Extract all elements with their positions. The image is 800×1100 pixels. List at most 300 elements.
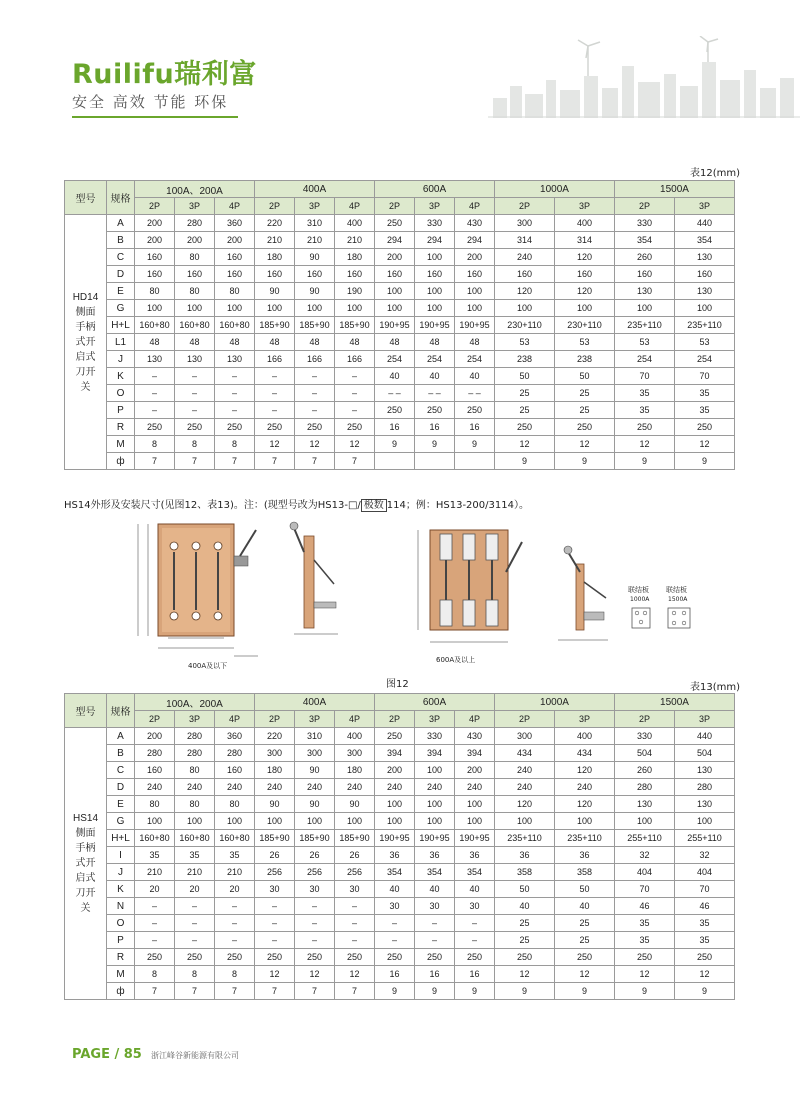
value-cell: 430 xyxy=(455,728,495,745)
value-cell: 40 xyxy=(455,368,495,385)
value-cell: 180 xyxy=(255,762,295,779)
value-cell: 7 xyxy=(335,983,375,1000)
value-cell: 120 xyxy=(495,283,555,300)
value-cell: 430 xyxy=(455,215,495,232)
value-cell: 200 xyxy=(455,762,495,779)
value-cell: 160 xyxy=(375,266,415,283)
value-cell: 160 xyxy=(215,249,255,266)
dimension-label: G xyxy=(107,813,135,830)
value-cell: 310 xyxy=(295,215,335,232)
value-cell: 48 xyxy=(295,334,335,351)
value-cell: 53 xyxy=(495,334,555,351)
value-cell: 70 xyxy=(675,368,735,385)
value-cell: 190 xyxy=(335,283,375,300)
value-cell: 185+90 xyxy=(255,830,295,847)
value-cell: 404 xyxy=(675,864,735,881)
value-cell: 80 xyxy=(135,283,175,300)
value-cell: 40 xyxy=(375,368,415,385)
value-cell: 255+110 xyxy=(615,830,675,847)
value-cell: – xyxy=(175,385,215,402)
value-cell: – xyxy=(255,385,295,402)
pole-header: 4P xyxy=(215,198,255,215)
value-cell: 254 xyxy=(455,351,495,368)
value-cell: 9 xyxy=(455,983,495,1000)
dimension-label: R xyxy=(107,949,135,966)
value-cell: 12 xyxy=(335,966,375,983)
value-cell: 8 xyxy=(175,436,215,453)
value-cell: 25 xyxy=(495,932,555,949)
value-cell: 36 xyxy=(455,847,495,864)
value-cell: – xyxy=(135,915,175,932)
value-cell xyxy=(455,453,495,470)
value-cell: 48 xyxy=(375,334,415,351)
value-cell: 9 xyxy=(675,983,735,1000)
value-cell: 394 xyxy=(455,745,495,762)
value-cell: 30 xyxy=(375,898,415,915)
value-cell: 160+80 xyxy=(215,317,255,334)
value-cell: 250 xyxy=(555,949,615,966)
value-cell: 80 xyxy=(175,796,215,813)
value-cell: 35 xyxy=(615,915,675,932)
value-cell: 200 xyxy=(455,249,495,266)
dimension-label: E xyxy=(107,796,135,813)
value-cell: 166 xyxy=(255,351,295,368)
value-cell: 250 xyxy=(375,215,415,232)
value-cell: – – xyxy=(375,385,415,402)
value-cell: 35 xyxy=(135,847,175,864)
value-cell: 20 xyxy=(135,881,175,898)
value-cell: 160+80 xyxy=(175,317,215,334)
value-cell: 8 xyxy=(175,966,215,983)
value-cell: 360 xyxy=(215,728,255,745)
value-cell: 120 xyxy=(495,796,555,813)
note-suffix: 114；例：HS13-200/3114）。 xyxy=(386,500,529,511)
value-cell: 9 xyxy=(375,983,415,1000)
value-cell: 100 xyxy=(555,300,615,317)
value-cell: 130 xyxy=(615,283,675,300)
value-cell: 200 xyxy=(375,249,415,266)
model-header: 型号 xyxy=(65,694,107,728)
value-cell: 180 xyxy=(335,249,375,266)
dimension-label: J xyxy=(107,864,135,881)
value-cell: 80 xyxy=(215,796,255,813)
value-cell: 200 xyxy=(175,232,215,249)
value-cell: 404 xyxy=(615,864,675,881)
group-header: 100A、200A xyxy=(135,694,255,711)
value-cell: 504 xyxy=(675,745,735,762)
dimension-label: G xyxy=(107,300,135,317)
dimension-label: P xyxy=(107,932,135,949)
group-header: 600A xyxy=(375,694,495,711)
side-view-600a-drawing xyxy=(558,546,608,640)
value-cell: 130 xyxy=(675,796,735,813)
value-cell: 100 xyxy=(415,813,455,830)
hs14-note xyxy=(64,496,529,511)
value-cell: 394 xyxy=(415,745,455,762)
value-cell: 250 xyxy=(495,949,555,966)
value-cell: 250 xyxy=(455,402,495,419)
value-cell: – xyxy=(175,898,215,915)
figure12-drawings xyxy=(108,512,748,682)
value-cell: 400 xyxy=(555,728,615,745)
value-cell: 25 xyxy=(555,385,615,402)
table13-hs14-dimensions xyxy=(64,693,735,1000)
value-cell: 50 xyxy=(495,368,555,385)
value-cell: 36 xyxy=(495,847,555,864)
value-cell: 235+110 xyxy=(495,830,555,847)
value-cell: 40 xyxy=(495,898,555,915)
value-cell: 30 xyxy=(455,898,495,915)
table-row xyxy=(65,796,735,813)
value-cell: 80 xyxy=(135,796,175,813)
value-cell: 250 xyxy=(135,949,175,966)
value-cell: 100 xyxy=(415,796,455,813)
value-cell: 220 xyxy=(255,215,295,232)
value-cell: 250 xyxy=(335,949,375,966)
value-cell: – xyxy=(335,368,375,385)
value-cell: 166 xyxy=(335,351,375,368)
table-row xyxy=(65,762,735,779)
pole-header: 4P xyxy=(215,711,255,728)
value-cell: 120 xyxy=(555,762,615,779)
value-cell: 100 xyxy=(375,796,415,813)
value-cell: 40 xyxy=(555,898,615,915)
value-cell: 35 xyxy=(675,402,735,419)
value-cell: 100 xyxy=(335,813,375,830)
table-row xyxy=(65,436,735,453)
value-cell: 100 xyxy=(215,300,255,317)
value-cell: 190+95 xyxy=(375,830,415,847)
value-cell: – xyxy=(135,402,175,419)
value-cell: 240 xyxy=(455,779,495,796)
pole-header: 2P xyxy=(495,711,555,728)
dimension-label: D xyxy=(107,266,135,283)
value-cell: – xyxy=(335,402,375,419)
value-cell: – xyxy=(415,932,455,949)
value-cell: 100 xyxy=(135,300,175,317)
value-cell: 8 xyxy=(215,966,255,983)
value-cell: 330 xyxy=(615,728,675,745)
value-cell: 160+80 xyxy=(175,830,215,847)
value-cell: 8 xyxy=(135,436,175,453)
value-cell: 200 xyxy=(375,762,415,779)
value-cell: 210 xyxy=(255,232,295,249)
value-cell: 358 xyxy=(555,864,615,881)
table-row xyxy=(65,317,735,334)
value-cell: 280 xyxy=(175,728,215,745)
value-cell: 9 xyxy=(415,983,455,1000)
value-cell: 434 xyxy=(495,745,555,762)
value-cell: 130 xyxy=(215,351,255,368)
model-name-cell: HD14 侧面 手柄 式开 启式 刀开 关 xyxy=(65,215,107,470)
link-plate-label: 联结板 xyxy=(666,586,687,594)
table12-hd14-dimensions xyxy=(64,180,735,470)
value-cell: 250 xyxy=(675,949,735,966)
value-cell: 100 xyxy=(255,300,295,317)
value-cell: 210 xyxy=(335,232,375,249)
value-cell: 400 xyxy=(335,728,375,745)
value-cell: 160 xyxy=(455,266,495,283)
value-cell: 100 xyxy=(375,300,415,317)
value-cell: 12 xyxy=(675,966,735,983)
pole-header: 3P xyxy=(555,198,615,215)
value-cell: – xyxy=(215,932,255,949)
value-cell: 314 xyxy=(555,232,615,249)
value-cell: 7 xyxy=(215,983,255,1000)
pole-header: 4P xyxy=(455,711,495,728)
pole-header: 2P xyxy=(615,198,675,215)
value-cell: 12 xyxy=(495,966,555,983)
value-cell: 330 xyxy=(415,728,455,745)
value-cell: – xyxy=(135,368,175,385)
value-cell: 30 xyxy=(255,881,295,898)
value-cell: 210 xyxy=(175,864,215,881)
value-cell: 32 xyxy=(615,847,675,864)
value-cell: 240 xyxy=(215,779,255,796)
value-cell: 100 xyxy=(495,813,555,830)
table-row xyxy=(65,830,735,847)
value-cell: 90 xyxy=(295,249,335,266)
figure12-caption: 图12 xyxy=(386,679,409,690)
value-cell: 100 xyxy=(615,813,675,830)
value-cell: 25 xyxy=(555,915,615,932)
value-cell xyxy=(415,453,455,470)
value-cell: 120 xyxy=(555,249,615,266)
link-plate-1500a: 1500A xyxy=(668,596,688,603)
value-cell: 100 xyxy=(455,813,495,830)
group-header: 400A xyxy=(255,694,375,711)
dimension-label: M xyxy=(107,966,135,983)
value-cell: 280 xyxy=(215,745,255,762)
value-cell: – xyxy=(295,402,335,419)
model-name-cell: HS14 侧面 手柄 式开 启式 刀开 关 xyxy=(65,728,107,1000)
value-cell: – xyxy=(175,915,215,932)
value-cell: 254 xyxy=(675,351,735,368)
value-cell: – xyxy=(135,932,175,949)
value-cell: 90 xyxy=(295,796,335,813)
value-cell: 7 xyxy=(175,983,215,1000)
value-cell: 25 xyxy=(495,915,555,932)
group-header: 400A xyxy=(255,181,375,198)
value-cell: 120 xyxy=(555,283,615,300)
value-cell: 240 xyxy=(295,779,335,796)
value-cell: 235+110 xyxy=(675,317,735,334)
table-row xyxy=(65,728,735,745)
link-plate-label: 联结板 xyxy=(628,586,649,594)
value-cell: 16 xyxy=(415,419,455,436)
value-cell: 12 xyxy=(495,436,555,453)
table-row xyxy=(65,932,735,949)
value-cell: 100 xyxy=(455,300,495,317)
value-cell: 260 xyxy=(615,762,675,779)
value-cell: 220 xyxy=(255,728,295,745)
spec-header: 规格 xyxy=(107,694,135,728)
value-cell: 32 xyxy=(675,847,735,864)
value-cell: 7 xyxy=(175,453,215,470)
table-row xyxy=(65,351,735,368)
value-cell: 250 xyxy=(295,949,335,966)
value-cell: – xyxy=(295,385,335,402)
header-divider xyxy=(72,116,238,118)
value-cell: 130 xyxy=(175,351,215,368)
value-cell: 160+80 xyxy=(215,830,255,847)
value-cell: 100 xyxy=(255,813,295,830)
value-cell: 100 xyxy=(615,300,675,317)
value-cell: 35 xyxy=(675,915,735,932)
value-cell: 9 xyxy=(555,453,615,470)
value-cell: 294 xyxy=(455,232,495,249)
table-row xyxy=(65,881,735,898)
value-cell: 8 xyxy=(215,436,255,453)
pole-header: 3P xyxy=(415,198,455,215)
value-cell: 80 xyxy=(175,762,215,779)
value-cell: – xyxy=(255,932,295,949)
value-cell: 330 xyxy=(615,215,675,232)
value-cell: 7 xyxy=(255,983,295,1000)
dimension-label: R xyxy=(107,419,135,436)
value-cell: 46 xyxy=(615,898,675,915)
value-cell: 35 xyxy=(615,402,675,419)
value-cell: 35 xyxy=(175,847,215,864)
value-cell: 250 xyxy=(675,419,735,436)
dimension-label: O xyxy=(107,915,135,932)
value-cell: 160 xyxy=(295,266,335,283)
value-cell: – xyxy=(255,402,295,419)
value-cell: 100 xyxy=(295,813,335,830)
value-cell: 160 xyxy=(255,266,295,283)
value-cell: 250 xyxy=(455,949,495,966)
value-cell: 9 xyxy=(615,453,675,470)
value-cell: 185+90 xyxy=(295,317,335,334)
value-cell: 210 xyxy=(215,864,255,881)
value-cell: 130 xyxy=(675,283,735,300)
value-cell: 256 xyxy=(255,864,295,881)
value-cell: 50 xyxy=(495,881,555,898)
table-row xyxy=(65,915,735,932)
value-cell: 130 xyxy=(135,351,175,368)
value-cell: 160 xyxy=(135,762,175,779)
table-row xyxy=(65,215,735,232)
value-cell: 160+80 xyxy=(135,317,175,334)
value-cell: 185+90 xyxy=(335,317,375,334)
value-cell: 48 xyxy=(135,334,175,351)
group-header: 600A xyxy=(375,181,495,198)
value-cell: 100 xyxy=(295,300,335,317)
value-cell: 230+110 xyxy=(555,317,615,334)
value-cell: 250 xyxy=(135,419,175,436)
value-cell: 240 xyxy=(495,249,555,266)
value-cell: 20 xyxy=(175,881,215,898)
value-cell: 180 xyxy=(255,249,295,266)
spec-header: 规格 xyxy=(107,181,135,215)
page-number: PAGE / 85 xyxy=(72,1047,142,1062)
table-row xyxy=(65,283,735,300)
pole-header: 2P xyxy=(615,711,675,728)
pole-header: 4P xyxy=(455,198,495,215)
value-cell: 80 xyxy=(175,283,215,300)
value-cell: 358 xyxy=(495,864,555,881)
value-cell: 250 xyxy=(255,949,295,966)
pole-header: 3P xyxy=(675,198,735,215)
dimension-label: ф xyxy=(107,983,135,1000)
table-row xyxy=(65,779,735,796)
value-cell: 235+110 xyxy=(615,317,675,334)
value-cell: 280 xyxy=(135,745,175,762)
table-row xyxy=(65,966,735,983)
value-cell: 250 xyxy=(375,949,415,966)
value-cell: 9 xyxy=(415,436,455,453)
value-cell: 190+95 xyxy=(415,830,455,847)
value-cell: 250 xyxy=(495,419,555,436)
value-cell: 254 xyxy=(415,351,455,368)
value-cell: 30 xyxy=(415,898,455,915)
pole-header: 3P xyxy=(295,711,335,728)
value-cell: 90 xyxy=(255,796,295,813)
pole-header: 2P xyxy=(375,198,415,215)
value-cell: 9 xyxy=(555,983,615,1000)
value-cell: 250 xyxy=(375,402,415,419)
value-cell: 130 xyxy=(615,796,675,813)
value-cell: 190+95 xyxy=(455,317,495,334)
value-cell: 440 xyxy=(675,728,735,745)
table-row xyxy=(65,847,735,864)
value-cell: – xyxy=(135,385,175,402)
value-cell: – xyxy=(335,932,375,949)
value-cell: 400 xyxy=(555,215,615,232)
value-cell: 185+90 xyxy=(295,830,335,847)
value-cell: 256 xyxy=(335,864,375,881)
value-cell: 160 xyxy=(495,266,555,283)
front-view-600a-drawing xyxy=(418,530,522,642)
value-cell: 235+110 xyxy=(555,830,615,847)
note-prefix: HS14外形及安装尺寸(见图12、表13)。注：(现型号改为HS13-□/ xyxy=(64,500,361,511)
value-cell: 300 xyxy=(495,728,555,745)
value-cell: 16 xyxy=(415,966,455,983)
value-cell: 250 xyxy=(615,949,675,966)
value-cell: 12 xyxy=(295,966,335,983)
value-cell: 200 xyxy=(215,232,255,249)
dimension-label: E xyxy=(107,283,135,300)
value-cell: 300 xyxy=(495,215,555,232)
value-cell: 100 xyxy=(415,762,455,779)
value-cell: 26 xyxy=(335,847,375,864)
value-cell: 12 xyxy=(615,436,675,453)
pole-header: 2P xyxy=(375,711,415,728)
value-cell: 280 xyxy=(675,779,735,796)
value-cell: 46 xyxy=(675,898,735,915)
value-cell: 9 xyxy=(375,436,415,453)
value-cell: 360 xyxy=(215,215,255,232)
value-cell: 100 xyxy=(215,813,255,830)
value-cell: 394 xyxy=(375,745,415,762)
value-cell: 16 xyxy=(375,966,415,983)
dimension-label: A xyxy=(107,215,135,232)
value-cell: 90 xyxy=(295,762,335,779)
table-row xyxy=(65,385,735,402)
group-header: 1000A xyxy=(495,694,615,711)
value-cell: 9 xyxy=(615,983,675,1000)
dimension-label: D xyxy=(107,779,135,796)
dimension-label: M xyxy=(107,436,135,453)
dimension-label: C xyxy=(107,249,135,266)
table-row xyxy=(65,813,735,830)
value-cell: 70 xyxy=(615,368,675,385)
front-view-400a-drawing xyxy=(138,524,258,656)
value-cell: 160 xyxy=(335,266,375,283)
value-cell: 48 xyxy=(215,334,255,351)
value-cell: 12 xyxy=(295,436,335,453)
value-cell: – xyxy=(215,402,255,419)
